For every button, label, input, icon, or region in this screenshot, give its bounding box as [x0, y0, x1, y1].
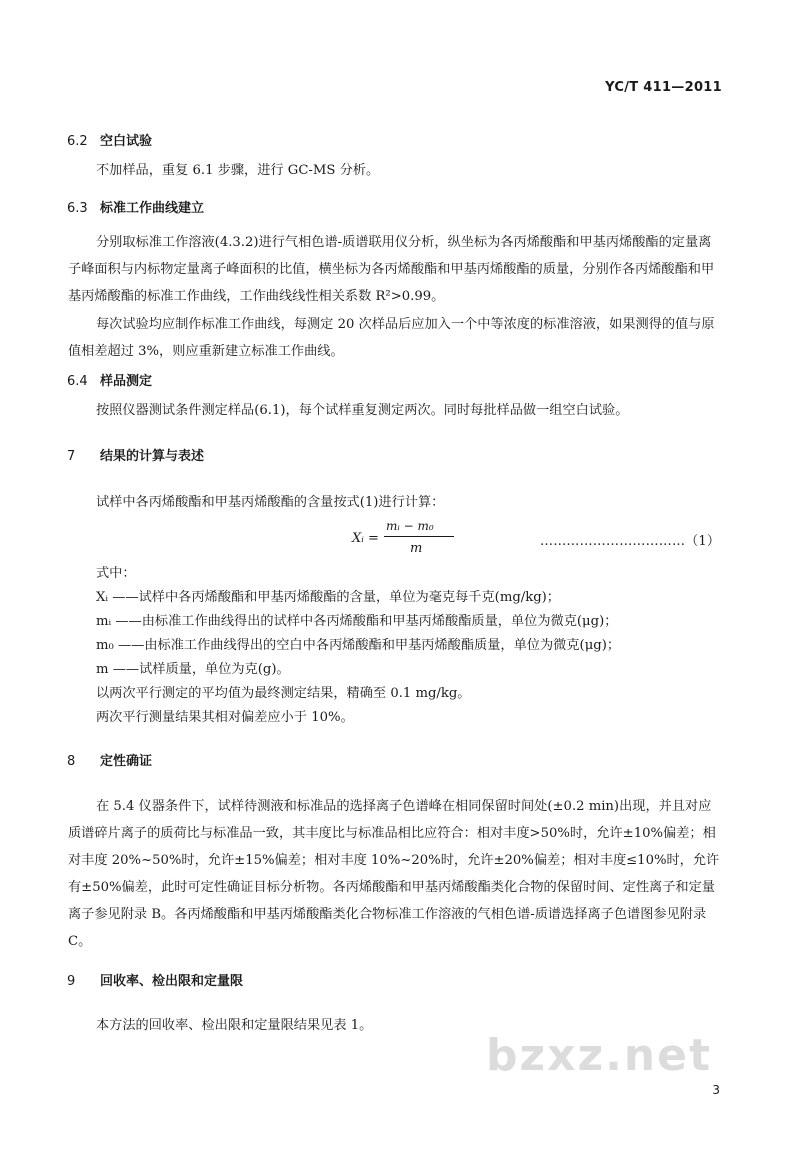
section-number: 6.2	[67, 134, 88, 149]
heading-6-2	[67, 130, 800, 149]
definition-xi: Xᵢ ——试样中各丙烯酸酯和甲基丙烯酸酯的含量，单位为毫克每千克(mg/kg)；	[96, 590, 560, 605]
heading-7	[67, 445, 800, 464]
standard-code: YC/T 411—2011	[605, 80, 722, 95]
deviation-statement: 两次平行测量结果其相对偏差应小于 10%。	[96, 710, 354, 725]
section-number: 8	[67, 754, 76, 769]
paragraph-6-3-2: 每次试验均应制作标准工作曲线，每测定 20 次样品后应加入一个中等浓度的标准溶液，如果测得的值与原值相差超过 3%，则应重新建立标准工作曲线。	[68, 317, 715, 359]
section-number: 6.3	[67, 201, 88, 216]
section-number: 9	[67, 974, 76, 989]
paragraph-9: 本方法的回收率、检出限和定量限结果见表 1。	[96, 1018, 373, 1033]
definition-m0: m₀ ——由标准工作曲线得出的空白中各丙烯酸酯和甲基丙烯酸酯质量，单位为微克(μg)；	[96, 638, 621, 653]
section-title: 回收率、检出限和定量限	[100, 974, 244, 989]
formula-denominator: m	[410, 541, 423, 556]
section-number: 7	[67, 449, 76, 464]
heading-6-3	[67, 197, 800, 216]
definition-m: m ——试样质量，单位为克(g)。	[96, 662, 290, 677]
section-title: 结果的计算与表述	[100, 449, 205, 464]
paragraph-6-4: 按照仪器测试条件测定样品(6.1)，每个试样重复测定两次。同时每批样品做一组空白试验。	[96, 403, 629, 418]
formula-numerator: mᵢ − m₀	[386, 519, 434, 533]
formula-intro: 试样中各丙烯酸酯和甲基丙烯酸酯的含量按式(1)进行计算：	[96, 495, 445, 510]
section-title: 定性确证	[100, 754, 153, 769]
heading-9	[67, 970, 800, 989]
page-number: 3	[712, 1083, 720, 1097]
section-title: 空白试验	[100, 134, 153, 149]
fraction-bar	[384, 536, 454, 537]
formula-1	[352, 517, 472, 565]
watermark: bzxz.net	[486, 1030, 713, 1081]
section-title: 样品测定	[100, 374, 153, 389]
heading-6-4	[67, 370, 800, 389]
result-statement: 以两次平行测定的平均值为最终测定结果，精确至 0.1 mg/kg。	[96, 686, 471, 701]
formula-lhs: Xᵢ =	[352, 531, 379, 546]
paragraph-8: 在 5.4 仪器条件下，试样待测液和标准品的选择离子色谱峰在相同保留时间处(±0.2 min)出现，并且对应质谱碎片离子的质荷比与标准品一致，其丰度比与标准品相比应符合：相对丰度>50%时，允许±10%偏差；相对丰度 20%~50%时，允许±15%偏差；相对丰度 10%~20%时，允许±20%偏差；相对丰度≤10%时，允许有±50%偏差，此时可定性确证目标分析物。各丙烯酸酯和甲基丙烯酸酯类化合物的保留时间、定性离子和定量离子参见附录 B。各丙烯酸酯和甲基丙烯酸酯类化合物标准工作溶液的气相色谱-质谱选择离子色谱图参见附录 C。	[68, 799, 720, 949]
heading-8	[67, 750, 800, 769]
section-number: 6.4	[67, 374, 88, 389]
paragraph-6-3-1: 分别取标准工作溶液(4.3.2)进行气相色谱-质谱联用仪分析，纵坐标为各丙烯酸酯和甲基丙烯酸酯的定量离子峰面积与内标物定量离子峰面积的比值，横坐标为各丙烯酸酯和甲基丙烯酸酯的质量，分别作各丙烯酸酯和甲基丙烯酸酯的标准工作曲线，工作曲线线性相关系数 R²>0.99。	[68, 235, 715, 304]
where-label: 式中：	[96, 566, 136, 581]
definition-mi: mᵢ ——由标准工作曲线得出的试样中各丙烯酸酯和甲基丙烯酸酯质量，单位为微克(μg)；	[96, 614, 618, 629]
formula-number: ……………………………（1）	[540, 534, 721, 549]
paragraph-6-2: 不加样品，重复 6.1 步骤，进行 GC-MS 分析。	[96, 163, 380, 178]
section-title: 标准工作曲线建立	[100, 201, 205, 216]
